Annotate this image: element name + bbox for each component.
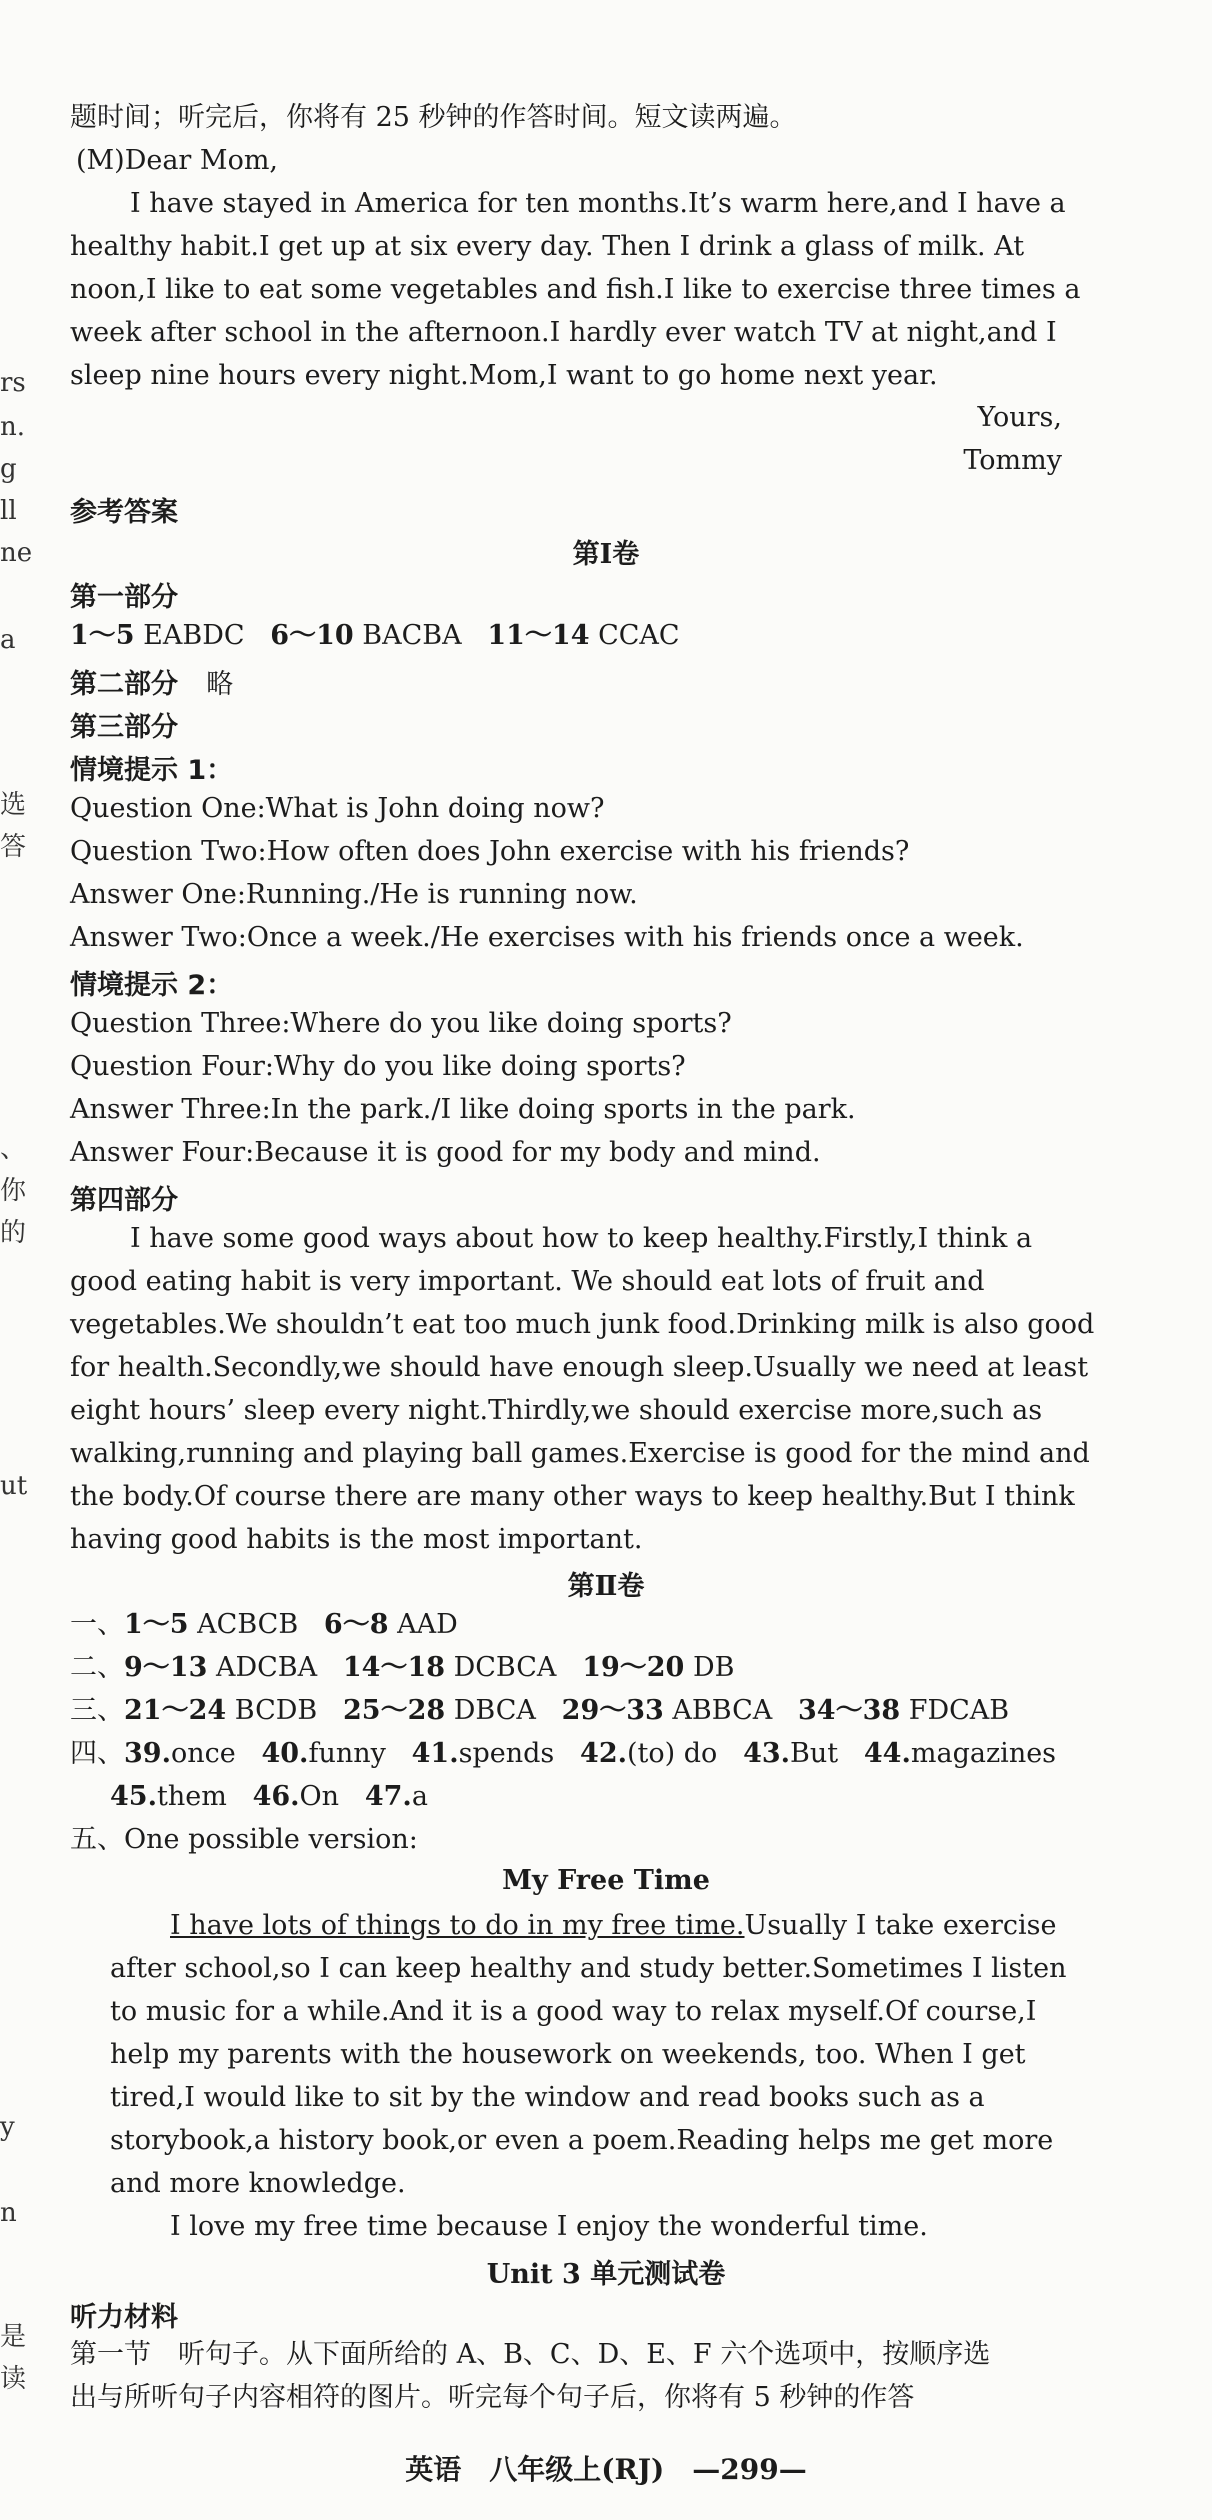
model-essay-line: to music for a while.And it is a good way to relax myself.Of course,I <box>110 1996 1037 2027</box>
model-essay-line: and more knowledge. <box>110 2168 406 2199</box>
model-essay-line: help my parents with the housework on weekends, too. When I get <box>110 2039 1026 2070</box>
section1-line: 出与所听句子内容相符的图片。听完每个句子后，你将有 5 秒钟的作答 <box>70 2382 915 2413</box>
vol2-row3: 三、21～24 BCDB 25～28 DBCA 29～33 ABBCA 34～38 FDCAB <box>70 1695 1010 1726</box>
letter-salutation: (M)Dear Mom, <box>76 145 279 176</box>
edge-fragment: g <box>0 454 17 484</box>
letter-line: I have stayed in America for ten months.It’s warm here,and I have a <box>130 188 1066 219</box>
essay-line: vegetables.We shouldn’t eat too much junk food.Drinking milk is also good <box>70 1309 1095 1340</box>
part2-title: 第二部分 略 <box>70 669 234 700</box>
essay-line: I have some good ways about how to keep healthy.Firstly,I think a <box>130 1223 1033 1254</box>
edge-fragment: 你 <box>0 1176 27 1206</box>
essay-line: having good habits is the most important. <box>70 1524 643 1555</box>
essay-line: good eating habit is very important. We should eat lots of fruit and <box>70 1266 985 1297</box>
edge-fragment: 选 <box>0 790 27 820</box>
edge-fragment: 答 <box>0 832 27 862</box>
letter-line: sleep nine hours every night.Mom,I want to go home next year. <box>70 360 938 391</box>
essay-line: the body.Of course there are many other ways to keep healthy.But I think <box>70 1481 1075 1512</box>
edge-fragment: 是 <box>0 2322 27 2352</box>
essay-line: for health.Secondly,we should have enough sleep.Usually we need at least <box>70 1352 1089 1383</box>
edge-fragment: ut <box>0 1471 28 1501</box>
edge-fragment: y <box>0 2112 15 2142</box>
volume2-title: 第Ⅱ卷 <box>567 1571 645 1602</box>
scene2-title: 情境提示 2： <box>70 970 234 1001</box>
model-essay-line: after school,so I can keep healthy and study better.Sometimes I listen <box>110 1953 1067 1984</box>
edge-fragment: 读 <box>0 2364 27 2394</box>
qa-line: Question Two:How often does John exercise with his friends? <box>70 836 910 867</box>
answers-heading: 参考答案 <box>70 497 178 528</box>
essay-line: walking,running and playing ball games.Exercise is good for the mind and <box>70 1438 1090 1469</box>
edge-fragment: ne <box>0 538 33 568</box>
edge-fragment: 、 <box>0 1134 27 1164</box>
qa-line: Answer One:Running./He is running now. <box>70 879 638 910</box>
intro-line: 题时间；听完后，你将有 25 秒钟的作答时间。短文读两遍。 <box>70 102 797 133</box>
qa-line: Answer Four:Because it is good for my body and mind. <box>70 1137 821 1168</box>
unit3-title: Unit 3 单元测试卷 <box>486 2259 726 2290</box>
part1-title: 第一部分 <box>70 582 178 613</box>
vol2-row5: 五、One possible version: <box>70 1824 418 1855</box>
section1-line: 第一节 听句子。从下面所给的 A、B、C、D、E、F 六个选项中，按顺序选 <box>70 2339 991 2370</box>
qa-line: Question One:What is John doing now? <box>70 793 605 824</box>
edge-fragment: rs <box>0 368 26 398</box>
model-essay-line: tired,I would like to sit by the window and read books such as a <box>110 2082 985 2113</box>
vol2-row4-cont: 45.them 46.On 47.a <box>110 1781 428 1812</box>
vol2-row1: 一、1～5 ACBCB 6～8 AAD <box>70 1609 458 1640</box>
model-essay-line: I love my free time because I enjoy the wonderful time. <box>170 2211 928 2242</box>
volume1-title: 第Ⅰ卷 <box>572 539 640 570</box>
vol2-row4: 四、39.once 40.funny 41.spends 42.(to) do 43.But 44.magazines <box>70 1738 1057 1769</box>
essay-title: My Free Time <box>502 1865 710 1896</box>
part1-answers: 1～5 EABDC 6～10 BACBA 11～14 CCAC <box>70 620 680 651</box>
model-essay-line: I have lots of things to do in my free time.Usually I take exercise <box>170 1910 1057 1941</box>
model-essay-line: storybook,a history book,or even a poem.Reading helps me get more <box>110 2125 1054 2156</box>
page-footer: 英语 八年级上(RJ) —299— <box>405 2453 807 2486</box>
edge-fragment: ll <box>0 496 17 526</box>
scene1-title: 情境提示 1： <box>70 755 234 786</box>
edge-fragment: 的 <box>0 1218 27 1248</box>
letter-signature: Tommy <box>963 445 1062 476</box>
edge-fragment: n <box>0 2198 17 2228</box>
letter-line: noon,I like to eat some vegetables and fish.I like to exercise three times a <box>70 274 1081 305</box>
listening-title: 听力材料 <box>70 2302 178 2333</box>
qa-line: Answer Two:Once a week./He exercises with his friends once a week. <box>70 922 1024 953</box>
edge-fragment: a <box>0 625 16 655</box>
letter-closing: Yours, <box>977 402 1062 433</box>
part4-title: 第四部分 <box>70 1185 178 1216</box>
edge-fragment: n. <box>0 412 26 442</box>
qa-line: Question Four:Why do you like doing sports? <box>70 1051 686 1082</box>
qa-line: Answer Three:In the park./I like doing sports in the park. <box>70 1094 856 1125</box>
letter-line: healthy habit.I get up at six every day. Then I drink a glass of milk. At <box>70 231 1025 262</box>
part3-title: 第三部分 <box>70 712 178 743</box>
vol2-row2: 二、9～13 ADCBA 14～18 DCBCA 19～20 DB <box>70 1652 735 1683</box>
qa-line: Question Three:Where do you like doing sports? <box>70 1008 732 1039</box>
essay-line: eight hours’ sleep every night.Thirdly,we should exercise more,such as <box>70 1395 1043 1426</box>
letter-line: week after school in the afternoon.I hardly ever watch TV at night,and I <box>70 317 1057 348</box>
